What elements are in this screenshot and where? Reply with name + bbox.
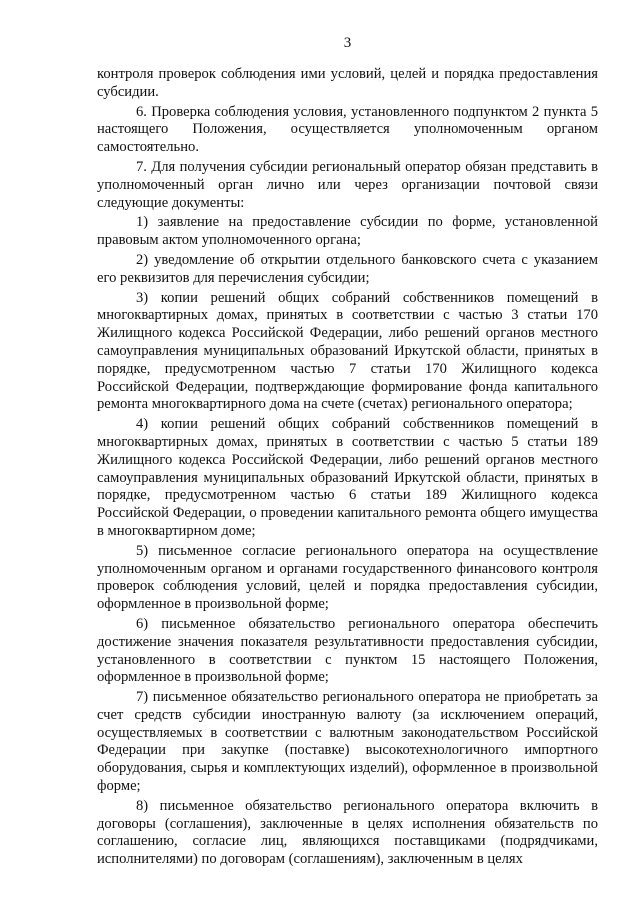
paragraph-continuation: контроля проверок соблюдения ими условий, целей и порядка предоставления субсидии. <box>97 66 598 100</box>
list-item-6: 6) письменное обязательство регионального оператора обеспечить достижение значения показателя результативности предоставления субсидии, установленного в соответствии с пунктом 15 настоящего Положения, оформленное в произвольной форме; <box>97 615 598 686</box>
list-item-5: 5) письменное согласие регионального оператора на осуществление уполномоченным органом и органами государственного финансового контроля проверок соблюдения условий, целей и порядка предоставления субсидии, оформленное в произвольной форме; <box>97 542 598 613</box>
page-number: 3 <box>343 35 352 51</box>
paragraph-item-7: 7. Для получения субсидии региональный оператор обязан представить в уполномоченный орган лично или через организации почтовой связи следующие документы: <box>97 158 598 211</box>
list-item-4: 4) копии решений общих собраний собственников помещений в многоквартирных домах, принятых в соответствии с частью 5 статьи 189 Жилищного кодекса Российской Федерации, либо решений органов местного самоуправления муниципальных образований Иркутской области, принятых в порядке, предусмотренном частью 6 статьи 189 Жилищного кодекса Российской Федерации, о проведении капитального ремонта общего имущества в многоквартирном доме; <box>97 416 598 539</box>
document-page <box>97 34 598 871</box>
list-item-1: 1) заявление на предоставление субсидии по форме, установленной правовым актом уполномоченного органа; <box>97 214 598 249</box>
list-item-2: 2) уведомление об открытии отдельного банковского счета с указанием его реквизитов для перечисления субсидии; <box>97 251 598 286</box>
list-item-7: 7) письменное обязательство регионального оператора не приобретать за счет средств субсидии иностранную валюту (за исключением операций, осуществляемых в соответствии с валютным законодательством Российской Федерации при закупке (поставке) высокотехнологичного импортного оборудования, сырья и комплектующих изделий), оформленное в произвольной форме; <box>97 689 598 795</box>
list-item-8: 8) письменное обязательство регионального оператора включить в договоры (соглашения), заключенные в целях исполнения обязательств по соглашению, согласие лиц, являющихся поставщиками (подрядчиками, исполнителями) по договорам (соглашениям), заключенным в целях <box>97 797 598 868</box>
paragraph-item-6: 6. Проверка соблюдения условия, установленного подпунктом 2 пункта 5 настоящего Положения, осуществляется уполномоченным органом самостоятельно. <box>97 103 598 156</box>
list-item-3: 3) копии решений общих собраний собственников помещений в многоквартирных домах, принятых в соответствии с частью 3 статьи 170 Жилищного кодекса Российской Федерации, либо решений органов местного самоуправления муниципальных образований Иркутской области, принятых в порядке, предусмотренном частью 7 статьи 170 Жилищного кодекса Российской Федерации, подтверждающие формирование фонда капитального ремонта многоквартирного дома на счете (счетах) регионального оператора; <box>97 289 598 413</box>
